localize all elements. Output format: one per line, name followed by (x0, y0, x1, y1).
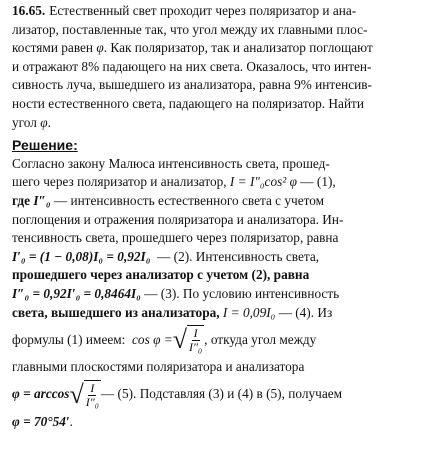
solution-line-1 (12, 155, 408, 174)
solution-text-7: прошедшего через анализатор с учетом (2), равна (12, 267, 310, 283)
problem-text-1: Естественный свет проходит через поляризатор и ана- (49, 3, 357, 18)
solution-line-8 (12, 285, 408, 304)
final-answer: φ = 70°54′ (12, 413, 70, 429)
problem-text-7b: . (47, 114, 51, 130)
sqrt-symbol-2: √ $\frac{I}{\text{I″₀}}$ (69, 379, 99, 409)
solution-text-2a: шего через поляризатор и анализатор, (12, 174, 227, 190)
malus-formula: I = I″₀cos² φ (229, 174, 297, 190)
solution-line-6 (12, 248, 408, 267)
analyzer-intensity-formula: I″₀ = 0,92I′₀ = 0,8464I₀ (12, 285, 141, 301)
solution-line-13 (12, 413, 408, 432)
output-intensity-formula: I = 0,09I₀ (222, 304, 276, 320)
intensity-variable: I″₀ (33, 192, 51, 208)
solution-line-10 (12, 322, 408, 358)
solution-line-12 (12, 377, 408, 413)
fraction-numerator-2: I (90, 380, 95, 395)
problem-line-2 (12, 21, 408, 40)
solution-text-1: Согласно закону Малюса интенсивность света, прошед- (12, 155, 330, 171)
fraction-denominator-2: I″₀ (85, 394, 99, 409)
problem-line-5 (12, 76, 408, 95)
cos-formula-lhs: cos φ = (132, 331, 173, 347)
problem-line-7 (12, 114, 408, 133)
problem-text-4: и отражают 8% падающего на них света. Оказалось, что интен- (12, 58, 372, 74)
solution-line-3 (12, 192, 408, 211)
ratio-fraction (189, 327, 202, 354)
ratio-fraction-2 (86, 382, 99, 409)
solution-text-6b: — (2). Интенсивность света, (157, 248, 320, 264)
sqrt-symbol: √ $\frac{I}{\text{I″₀}}$ (172, 325, 203, 355)
polarizer-intensity-formula: I′₀ = (1 − 0,08)I₀ = 0,92I₀ (12, 248, 151, 264)
solution-line-11 (12, 358, 408, 377)
solution-line-7 (12, 266, 408, 285)
problem-text-6: ности естественного света, падающего на поляризатор. Найти (12, 95, 364, 111)
problem-line-3 (12, 39, 408, 58)
problem-text-3b: . Как поляризатор, так и анализатор поглощают (103, 40, 373, 56)
solution-line-9 (12, 304, 408, 323)
problem-line-1 (12, 2, 408, 21)
final-period: . (69, 413, 73, 429)
solution-line-2 (12, 173, 408, 192)
problem-text-5: сивность луча, вышедшего из анализатора, равна 9% интенсив- (12, 77, 372, 93)
solution-text-9b: — (4). Из (278, 304, 333, 320)
arccos-formula-lhs: φ = arccos (12, 386, 70, 402)
angle-variable: φ (96, 40, 104, 56)
solution-text-9a: света, вышедшего из анализатора, (12, 304, 220, 320)
problem-line-6 (12, 95, 408, 114)
equation-ref-1: — (1), (300, 174, 336, 190)
solution-text-3b: — интенсивность естественного света с учетом (53, 192, 325, 208)
problem-text-3a: костями равен (12, 40, 94, 56)
solution-text-10b: , откуда угол между (204, 331, 317, 347)
solution-line-4 (12, 211, 408, 230)
problem-text-2: лизатор, поставленные так, что угол между их главными плос- (12, 21, 368, 37)
angle-variable-2: φ (40, 114, 48, 130)
solution-text-3a: где (12, 192, 31, 208)
problem-text-7a: угол (12, 114, 37, 130)
solution-text-11: главными плоскостями поляризатора и анализатора (12, 359, 305, 375)
solution-text-5: тенсивность света, прошедшего через поляризатор, равна (12, 230, 339, 246)
problem-line-4 (12, 58, 408, 77)
solution-text-10a: формулы (1) имеем: (12, 331, 126, 347)
problem-number: 16.65. (12, 3, 46, 18)
fraction-denominator: I″₀ (189, 340, 203, 355)
fraction-numerator: I (193, 326, 198, 341)
solution-text-4: поглощения и отражения поляризатора и анализатора. Ин- (12, 211, 344, 227)
solution-line-5 (12, 229, 408, 248)
solution-text-12b: — (5). Подставляя (3) и (4) в (5), получаем (100, 386, 343, 402)
solution-text-8b: — (3). По условию интенсивность (144, 285, 340, 301)
solution-heading: Решение: (12, 137, 78, 154)
